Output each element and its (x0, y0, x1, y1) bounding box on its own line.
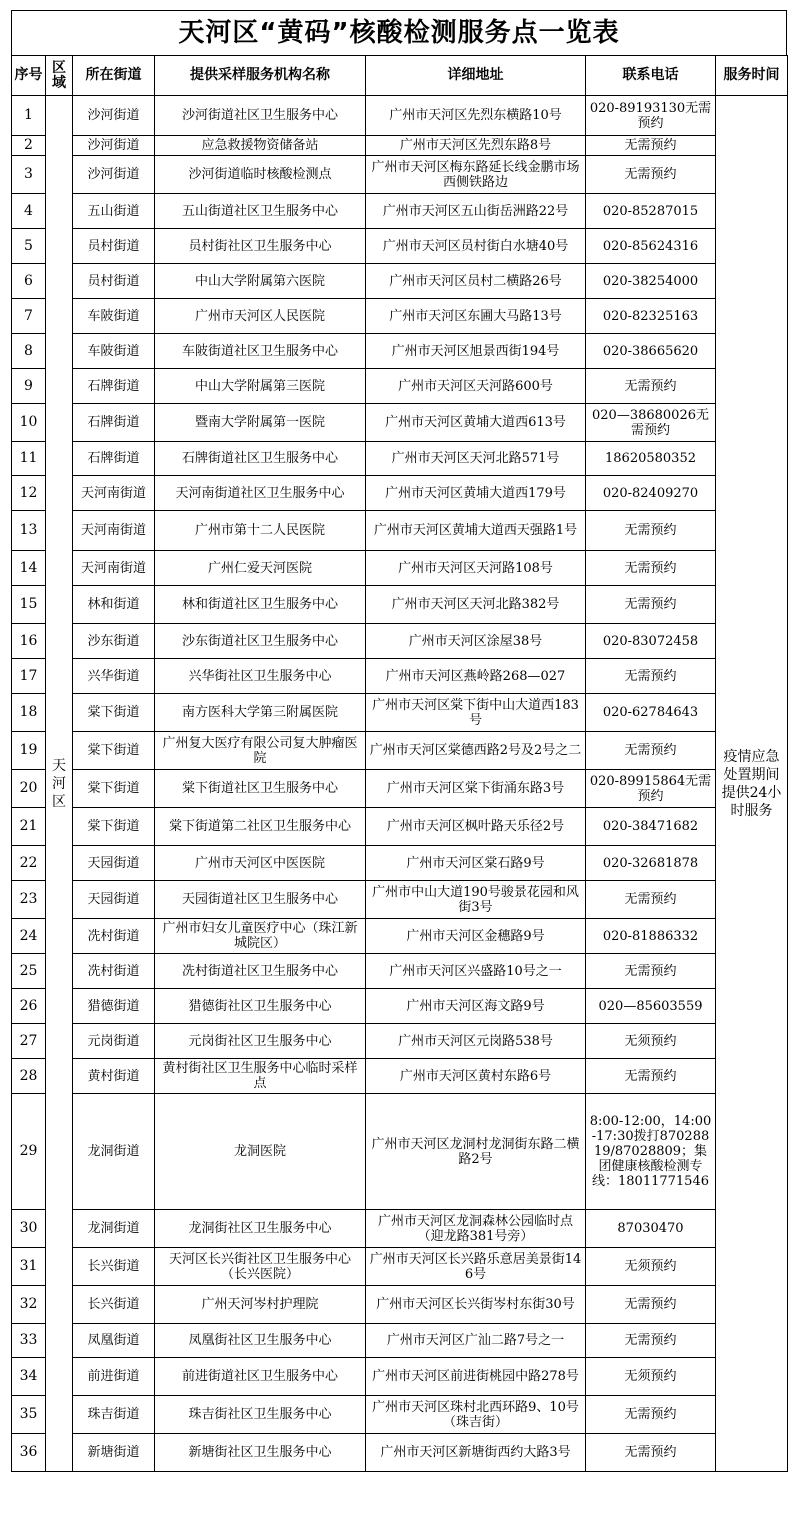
cell-phone: 无需预约 (586, 732, 716, 770)
cell-street: 冼村街道 (73, 919, 155, 954)
cell-address: 广州市天河区长兴街岑村东街30号 (366, 1286, 586, 1324)
cell-phone: 无需预约 (586, 659, 716, 694)
table-row (12, 1059, 788, 1094)
cell-index: 7 (12, 299, 46, 334)
cell-address: 广州市天河区黄埔大道西179号 (366, 476, 586, 511)
cell-phone: 无需预约 (586, 1396, 716, 1434)
cell-index: 30 (12, 1210, 46, 1248)
cell-address: 广州市天河区前进街桃园中路278号 (366, 1358, 586, 1396)
cell-phone: 无需预约 (586, 954, 716, 989)
cell-address: 广州市天河区金穗路9号 (366, 919, 586, 954)
header-hours: 服务时间 (716, 56, 788, 96)
table-body (12, 96, 788, 1472)
cell-street: 天园街道 (73, 846, 155, 881)
cell-phone: 020-83072458 (586, 624, 716, 659)
cell-phone: 无须预约 (586, 1024, 716, 1059)
table-row (12, 954, 788, 989)
cell-phone: 8:00-12:00，14:00-17:30拨打87028819/87028809；集团健康核酸检测专线：18011771546 (586, 1094, 716, 1210)
table-row (12, 156, 788, 194)
cell-institution: 前进街道社区卫生服务中心 (155, 1358, 366, 1396)
cell-institution: 沙河街道临时核酸检测点 (155, 156, 366, 194)
table-row (12, 1324, 788, 1358)
cell-street: 猎德街道 (73, 989, 155, 1024)
table-row (12, 264, 788, 299)
header-address: 详细地址 (366, 56, 586, 96)
cell-phone: 无需预约 (586, 1434, 716, 1472)
cell-index: 19 (12, 732, 46, 770)
cell-institution: 龙洞医院 (155, 1094, 366, 1210)
cell-address: 广州市天河区龙洞村龙洞街东路二横路2号 (366, 1094, 586, 1210)
cell-street: 天河南街道 (73, 551, 155, 586)
table-row (12, 369, 788, 404)
cell-street: 五山街道 (73, 194, 155, 229)
cell-street: 员村街道 (73, 229, 155, 264)
cell-index: 13 (12, 511, 46, 551)
cell-index: 17 (12, 659, 46, 694)
cell-index: 1 (12, 96, 46, 136)
cell-index: 33 (12, 1324, 46, 1358)
cell-street: 天园街道 (73, 881, 155, 919)
cell-address: 广州市天河区棠下街中山大道西183号 (366, 694, 586, 732)
cell-street: 棠下街道 (73, 770, 155, 808)
cell-index: 15 (12, 586, 46, 624)
cell-institution: 天河区长兴街社区卫生服务中心（长兴医院） (155, 1248, 366, 1286)
cell-institution: 天河南街道社区卫生服务中心 (155, 476, 366, 511)
cell-index: 11 (12, 442, 46, 476)
cell-institution: 沙东街道社区卫生服务中心 (155, 624, 366, 659)
cell-institution: 凤凰街社区卫生服务中心 (155, 1324, 366, 1358)
cell-street: 珠吉街道 (73, 1396, 155, 1434)
cell-address: 广州市天河区先烈东路8号 (366, 136, 586, 156)
cell-institution: 林和街道社区卫生服务中心 (155, 586, 366, 624)
cell-index: 26 (12, 989, 46, 1024)
table-row (12, 1024, 788, 1059)
cell-street: 龙洞街道 (73, 1210, 155, 1248)
cell-address: 广州市天河区黄村东路6号 (366, 1059, 586, 1094)
cell-index: 35 (12, 1396, 46, 1434)
cell-address: 广州市天河区梅东路延长线金鹏市场西侧铁路边 (366, 156, 586, 194)
cell-address: 广州市天河区长兴路乐意居美景街146号 (366, 1248, 586, 1286)
cell-institution: 猎德街社区卫生服务中心 (155, 989, 366, 1024)
cell-street: 沙东街道 (73, 624, 155, 659)
table-row (12, 229, 788, 264)
table-row (12, 1210, 788, 1248)
cell-address: 广州市天河区员村二横路26号 (366, 264, 586, 299)
cell-address: 广州市天河区珠村北西环路9、10号（珠吉街） (366, 1396, 586, 1434)
table-row (12, 694, 788, 732)
cell-index: 27 (12, 1024, 46, 1059)
cell-institution: 员村街社区卫生服务中心 (155, 229, 366, 264)
cell-institution: 石牌街道社区卫生服务中心 (155, 442, 366, 476)
cell-phone: 020—85603559 (586, 989, 716, 1024)
cell-institution: 广州市妇女儿童医疗中心（珠江新城院区） (155, 919, 366, 954)
cell-index: 29 (12, 1094, 46, 1210)
cell-phone: 无需预约 (586, 511, 716, 551)
cell-institution: 棠下街道社区卫生服务中心 (155, 770, 366, 808)
cell-phone: 无需预约 (586, 586, 716, 624)
cell-institution: 兴华街社区卫生服务中心 (155, 659, 366, 694)
table-row (12, 989, 788, 1024)
cell-street: 天河南街道 (73, 476, 155, 511)
cell-institution: 广州市第十二人民医院 (155, 511, 366, 551)
cell-index: 14 (12, 551, 46, 586)
cell-institution: 应急救援物资储备站 (155, 136, 366, 156)
cell-phone: 020-89193130无需预约 (586, 96, 716, 136)
cell-phone: 无需预约 (586, 136, 716, 156)
cell-index: 5 (12, 229, 46, 264)
cell-institution: 广州仁爱天河医院 (155, 551, 366, 586)
cell-phone: 无需预约 (586, 1286, 716, 1324)
cell-index: 16 (12, 624, 46, 659)
cell-address: 广州市天河区天河北路571号 (366, 442, 586, 476)
table-row (12, 770, 788, 808)
cell-index: 3 (12, 156, 46, 194)
cell-index: 20 (12, 770, 46, 808)
cell-address: 广州市天河区天河路600号 (366, 369, 586, 404)
cell-street: 黄村街道 (73, 1059, 155, 1094)
cell-address: 广州市天河区元岗路538号 (366, 1024, 586, 1059)
cell-institution: 棠下街道第二社区卫生服务中心 (155, 808, 366, 846)
table-row (12, 442, 788, 476)
cell-phone: 020-38471682 (586, 808, 716, 846)
cell-address: 广州市天河区新塘街西约大路3号 (366, 1434, 586, 1472)
cell-street: 新塘街道 (73, 1434, 155, 1472)
cell-address: 广州市天河区棠石路9号 (366, 846, 586, 881)
cell-address: 广州市中山大道190号骏景花园和风街3号 (366, 881, 586, 919)
cell-area: 天河区 (46, 96, 73, 1472)
table-row (12, 1396, 788, 1434)
cell-institution: 元岗街社区卫生服务中心 (155, 1024, 366, 1059)
cell-address: 广州市天河区龙洞森林公园临时点（迎龙路381号旁） (366, 1210, 586, 1248)
cell-address: 广州市天河区先烈东横路10号 (366, 96, 586, 136)
cell-institution: 五山街道社区卫生服务中心 (155, 194, 366, 229)
cell-street: 林和街道 (73, 586, 155, 624)
header-index: 序号 (12, 56, 46, 96)
cell-street: 兴华街道 (73, 659, 155, 694)
cell-index: 12 (12, 476, 46, 511)
cell-address: 广州市天河区海文路9号 (366, 989, 586, 1024)
cell-institution: 天园街道社区卫生服务中心 (155, 881, 366, 919)
cell-address: 广州市天河区黄埔大道西613号 (366, 404, 586, 442)
cell-institution: 广州市天河区中医医院 (155, 846, 366, 881)
cell-index: 9 (12, 369, 46, 404)
cell-phone: 无须预约 (586, 1358, 716, 1396)
cell-index: 2 (12, 136, 46, 156)
cell-phone: 无需预约 (586, 881, 716, 919)
cell-street: 棠下街道 (73, 732, 155, 770)
service-points-table (11, 55, 788, 1472)
cell-index: 4 (12, 194, 46, 229)
cell-address: 广州市天河区旭景西街194号 (366, 334, 586, 369)
cell-phone: 020-85287015 (586, 194, 716, 229)
table-row (12, 476, 788, 511)
cell-index: 32 (12, 1286, 46, 1324)
cell-phone: 无需预约 (586, 1324, 716, 1358)
cell-index: 36 (12, 1434, 46, 1472)
table-row (12, 586, 788, 624)
cell-phone: 87030470 (586, 1210, 716, 1248)
cell-phone: 020-38254000 (586, 264, 716, 299)
cell-street: 天河南街道 (73, 511, 155, 551)
cell-street: 员村街道 (73, 264, 155, 299)
cell-institution: 广州复大医疗有限公司复大肿瘤医院 (155, 732, 366, 770)
table-row (12, 136, 788, 156)
table-row (12, 511, 788, 551)
table-row (12, 1248, 788, 1286)
cell-address: 广州市天河区涂屋38号 (366, 624, 586, 659)
cell-street: 石牌街道 (73, 442, 155, 476)
table-header-row (12, 56, 788, 96)
table-row (12, 551, 788, 586)
cell-street: 凤凰街道 (73, 1324, 155, 1358)
cell-phone: 18620580352 (586, 442, 716, 476)
cell-phone: 020-62784643 (586, 694, 716, 732)
table-row (12, 1434, 788, 1472)
cell-index: 8 (12, 334, 46, 369)
cell-street: 沙河街道 (73, 96, 155, 136)
cell-phone: 无需预约 (586, 156, 716, 194)
table-row (12, 1358, 788, 1396)
cell-institution: 车陂街道社区卫生服务中心 (155, 334, 366, 369)
header-area: 区域 (46, 56, 73, 96)
cell-index: 24 (12, 919, 46, 954)
cell-phone: 无须预约 (586, 1248, 716, 1286)
cell-address: 广州市天河区棠下街涌东路3号 (366, 770, 586, 808)
cell-phone: 020-82409270 (586, 476, 716, 511)
cell-street: 石牌街道 (73, 404, 155, 442)
cell-street: 棠下街道 (73, 808, 155, 846)
header-institution: 提供采样服务机构名称 (155, 56, 366, 96)
cell-address: 广州市天河区棠德西路2号及2号之二 (366, 732, 586, 770)
cell-address: 广州市天河区燕岭路268—027 (366, 659, 586, 694)
cell-address: 广州市天河区兴盛路10号之一 (366, 954, 586, 989)
cell-phone: 020—38680026无需预约 (586, 404, 716, 442)
cell-address: 广州市天河区东圃大马路13号 (366, 299, 586, 334)
cell-hours: 疫情应急处置期间提供24小时服务 (716, 96, 788, 1472)
cell-street: 长兴街道 (73, 1286, 155, 1324)
cell-phone: 无需预约 (586, 1059, 716, 1094)
header-street: 所在街道 (73, 56, 155, 96)
cell-street: 车陂街道 (73, 299, 155, 334)
cell-street: 车陂街道 (73, 334, 155, 369)
cell-index: 10 (12, 404, 46, 442)
cell-address: 广州市天河区枫叶路天乐径2号 (366, 808, 586, 846)
table-row (12, 881, 788, 919)
table-row (12, 919, 788, 954)
cell-institution: 冼村街道社区卫生服务中心 (155, 954, 366, 989)
table-sheet (11, 10, 787, 1472)
table-row (12, 1286, 788, 1324)
table-row (12, 96, 788, 136)
cell-street: 石牌街道 (73, 369, 155, 404)
cell-index: 23 (12, 881, 46, 919)
cell-phone: 020-82325163 (586, 299, 716, 334)
cell-index: 6 (12, 264, 46, 299)
cell-index: 31 (12, 1248, 46, 1286)
cell-institution: 南方医科大学第三附属医院 (155, 694, 366, 732)
cell-index: 25 (12, 954, 46, 989)
cell-institution: 新塘街社区卫生服务中心 (155, 1434, 366, 1472)
table-row (12, 808, 788, 846)
table-row (12, 404, 788, 442)
cell-index: 18 (12, 694, 46, 732)
cell-institution: 龙洞街社区卫生服务中心 (155, 1210, 366, 1248)
cell-street: 沙河街道 (73, 156, 155, 194)
cell-institution: 珠吉街社区卫生服务中心 (155, 1396, 366, 1434)
cell-address: 广州市天河区天河北路382号 (366, 586, 586, 624)
cell-phone: 020-32681878 (586, 846, 716, 881)
cell-phone: 无需预约 (586, 551, 716, 586)
cell-phone: 020-81886332 (586, 919, 716, 954)
table-row (12, 1094, 788, 1210)
cell-street: 沙河街道 (73, 136, 155, 156)
table-row (12, 624, 788, 659)
cell-address: 广州市天河区广汕二路7号之一 (366, 1324, 586, 1358)
cell-institution: 暨南大学附属第一医院 (155, 404, 366, 442)
table-row (12, 846, 788, 881)
table-row (12, 659, 788, 694)
table-row (12, 299, 788, 334)
cell-index: 21 (12, 808, 46, 846)
cell-institution: 广州市天河区人民医院 (155, 299, 366, 334)
table-row (12, 334, 788, 369)
cell-institution: 沙河街道社区卫生服务中心 (155, 96, 366, 136)
cell-street: 棠下街道 (73, 694, 155, 732)
page-title: 天河区“黄码”核酸检测服务点一览表 (11, 10, 787, 55)
cell-address: 广州市天河区五山街岳洲路22号 (366, 194, 586, 229)
cell-phone: 020-89915864无需预约 (586, 770, 716, 808)
cell-address: 广州市天河区黄埔大道西天强路1号 (366, 511, 586, 551)
cell-institution: 中山大学附属第三医院 (155, 369, 366, 404)
cell-phone: 020-85624316 (586, 229, 716, 264)
cell-street: 冼村街道 (73, 954, 155, 989)
cell-street: 元岗街道 (73, 1024, 155, 1059)
cell-street: 长兴街道 (73, 1248, 155, 1286)
table-row (12, 732, 788, 770)
cell-index: 22 (12, 846, 46, 881)
cell-street: 龙洞街道 (73, 1094, 155, 1210)
cell-institution: 中山大学附属第六医院 (155, 264, 366, 299)
cell-index: 28 (12, 1059, 46, 1094)
cell-institution: 广州天河岑村护理院 (155, 1286, 366, 1324)
cell-street: 前进街道 (73, 1358, 155, 1396)
cell-phone: 020-38665620 (586, 334, 716, 369)
cell-index: 34 (12, 1358, 46, 1396)
header-phone: 联系电话 (586, 56, 716, 96)
cell-institution: 黄村街社区卫生服务中心临时采样点 (155, 1059, 366, 1094)
cell-address: 广州市天河区员村街白水塘40号 (366, 229, 586, 264)
cell-phone: 无需预约 (586, 369, 716, 404)
cell-address: 广州市天河区天河路108号 (366, 551, 586, 586)
table-row (12, 194, 788, 229)
